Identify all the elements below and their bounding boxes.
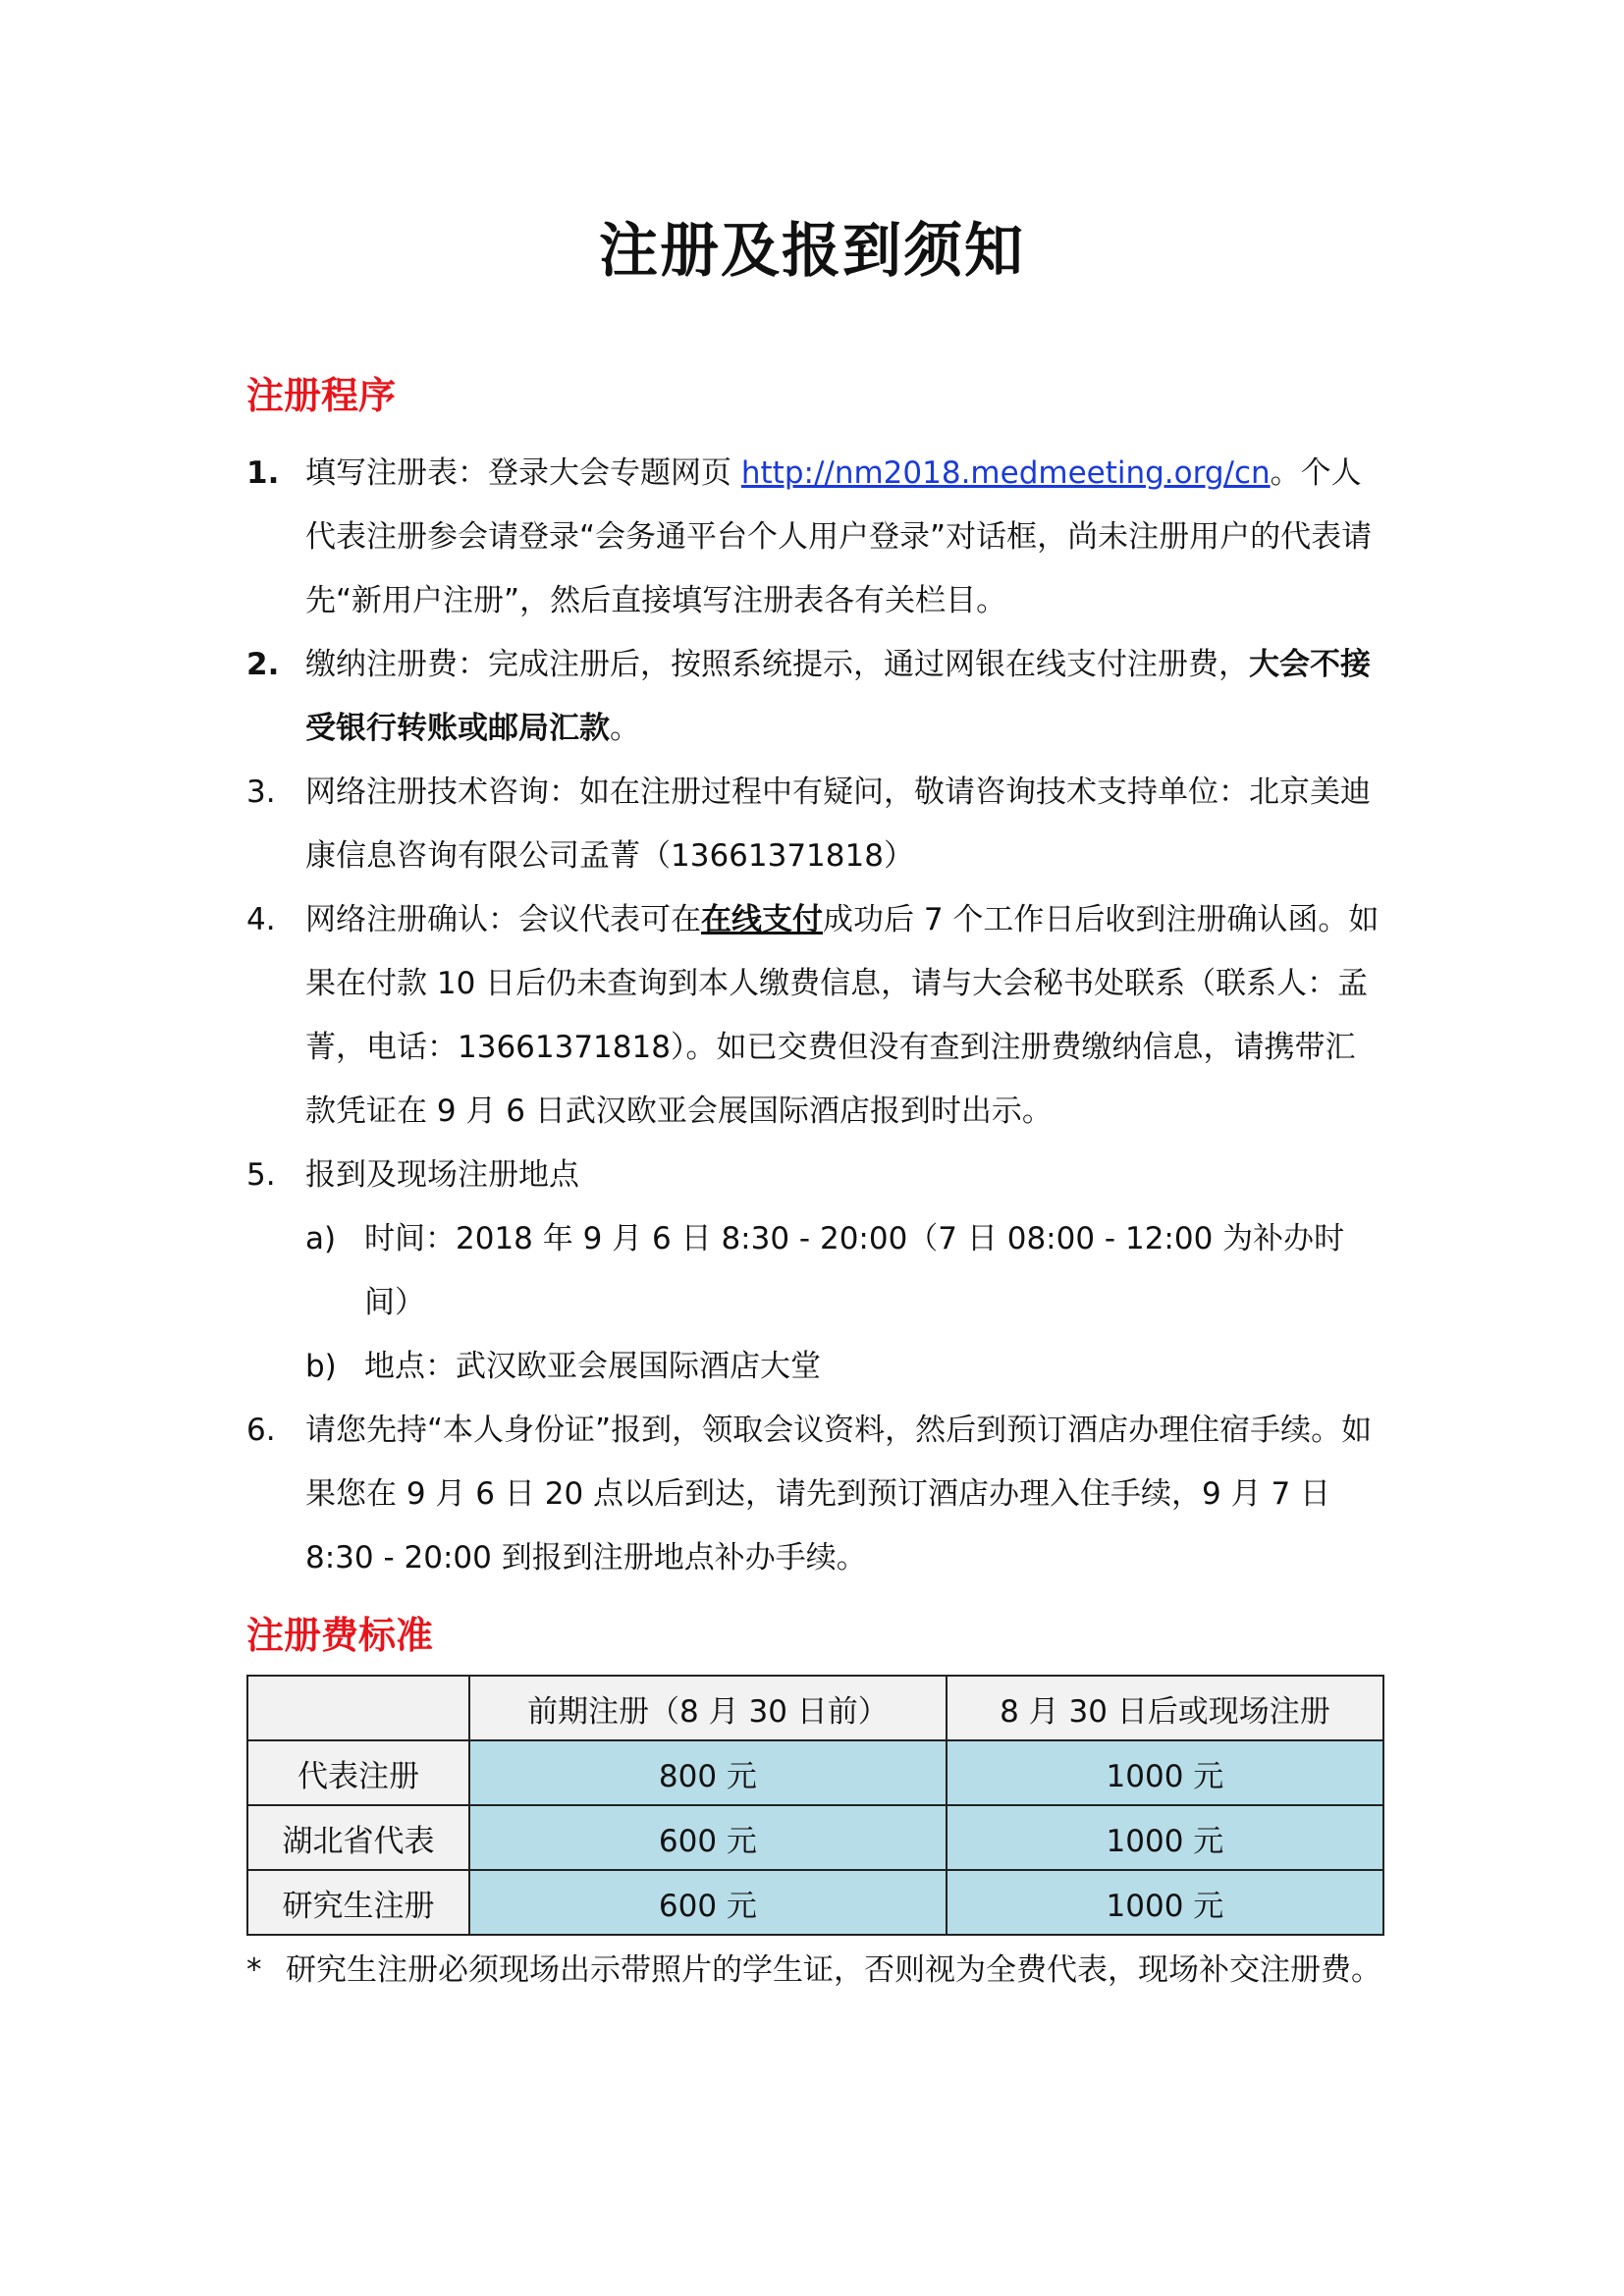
row-label: 研究生注册 [247, 1870, 469, 1935]
row-label: 代表注册 [247, 1740, 469, 1805]
step-3 [246, 761, 1385, 888]
step-1 [246, 442, 1385, 633]
fee-early: 600 元 [469, 1805, 947, 1870]
step-5 [246, 1144, 1385, 1207]
fee-late: 1000 元 [947, 1870, 1383, 1935]
fee-late: 1000 元 [947, 1805, 1383, 1870]
step-number: 3. [246, 774, 276, 810]
step-text: 网络注册技术咨询：如在注册过程中有疑问，敬请咨询技术支持单位：北京美迪康信息咨询有限公司孟菁（13661371818） [305, 774, 1371, 874]
step-text: 填写注册表：登录大会专题网页 [305, 455, 741, 491]
fee-early: 600 元 [469, 1870, 947, 1935]
footnote-marker: * [246, 1952, 262, 1988]
step-text: 请您先持“本人身份证”报到，领取会议资料，然后到预订酒店办理住宿手续。如果您在 9 月 6 日 20 点以后到达，请先到预订酒店办理入住手续，9 月 7 日 8:30 - 20:00 到报到注册地点补办手续。 [305, 1413, 1373, 1575]
step-text: 报到及现场注册地点 [305, 1157, 579, 1193]
step-2 [246, 633, 1385, 761]
subitem-letter: b) [305, 1349, 337, 1384]
step-5-subitem-location [246, 1335, 1385, 1399]
registration-steps-list [246, 442, 1385, 1590]
section-heading-registration-fees: 注册费标准 [246, 1614, 434, 1657]
column-header-late: 8 月 30 日后或现场注册 [947, 1676, 1383, 1740]
row-label: 湖北省代表 [247, 1805, 469, 1870]
fee-early: 800 元 [469, 1740, 947, 1805]
table-row [247, 1740, 1383, 1805]
subitem-text: 地点：武汉欧亚会展国际酒店大堂 [364, 1349, 821, 1384]
subitem-text: 时间：2018 年 9 月 6 日 8:30 - 20:00（7 日 08:00 - 12:00 为补办时间） [364, 1221, 1345, 1320]
step-emphasis: 在线支付 [701, 902, 823, 937]
step-number: 4. [246, 902, 276, 937]
step-6 [246, 1399, 1385, 1590]
registration-fee-table [246, 1675, 1384, 1936]
table-corner-cell [247, 1676, 469, 1740]
step-number: 6. [246, 1413, 276, 1448]
step-5-subitem-time [246, 1207, 1385, 1335]
conference-website-link[interactable]: http://nm2018.medmeeting.org/cn [740, 455, 1271, 491]
step-text: 。个人代表注册参会请登录“会务通平台个人用户登录”对话框，尚未注册用户的代表请先“新用户注册”，然后直接填写注册表各有关栏目。 [305, 455, 1373, 618]
step-number: 2. [246, 647, 280, 682]
step-number: 1. [246, 455, 280, 491]
step-text: 成功后 7 个工作日后收到注册确认函。如果在付款 10 日后仍未查询到本人缴费信息，请与大会秘书处联系（联系人：孟菁，电话：13661371818）。如已交费但没有查到注册费缴纳信息，请携带汇款凭证在 9 月 6 日武汉欧亚会展国际酒店报到时出示。 [305, 902, 1380, 1129]
table-header-row [247, 1676, 1383, 1740]
fee-late: 1000 元 [947, 1740, 1383, 1805]
step-4 [246, 888, 1385, 1144]
page-title: 注册及报到须知 [599, 217, 1025, 286]
table-row [247, 1805, 1383, 1870]
table-row [247, 1870, 1383, 1935]
footnote-text: 研究生注册必须现场出示带照片的学生证，否则视为全费代表，现场补交注册费。 [286, 1952, 1381, 1988]
footnote [246, 1939, 1385, 2002]
subitem-letter: a) [305, 1221, 337, 1256]
column-header-early: 前期注册（8 月 30 日前） [469, 1676, 947, 1740]
section-heading-registration-procedure: 注册程序 [246, 374, 397, 417]
step-number: 5. [246, 1157, 276, 1193]
step-text: 。 [610, 711, 640, 746]
step-emphasis: 大会不接受银行转账或邮局汇款 [305, 647, 1371, 746]
step-text: 网络注册确认：会议代表可在 [305, 902, 701, 937]
step-text: 缴纳注册费：完成注册后，按照系统提示，通过网银在线支付注册费， [305, 647, 1249, 682]
